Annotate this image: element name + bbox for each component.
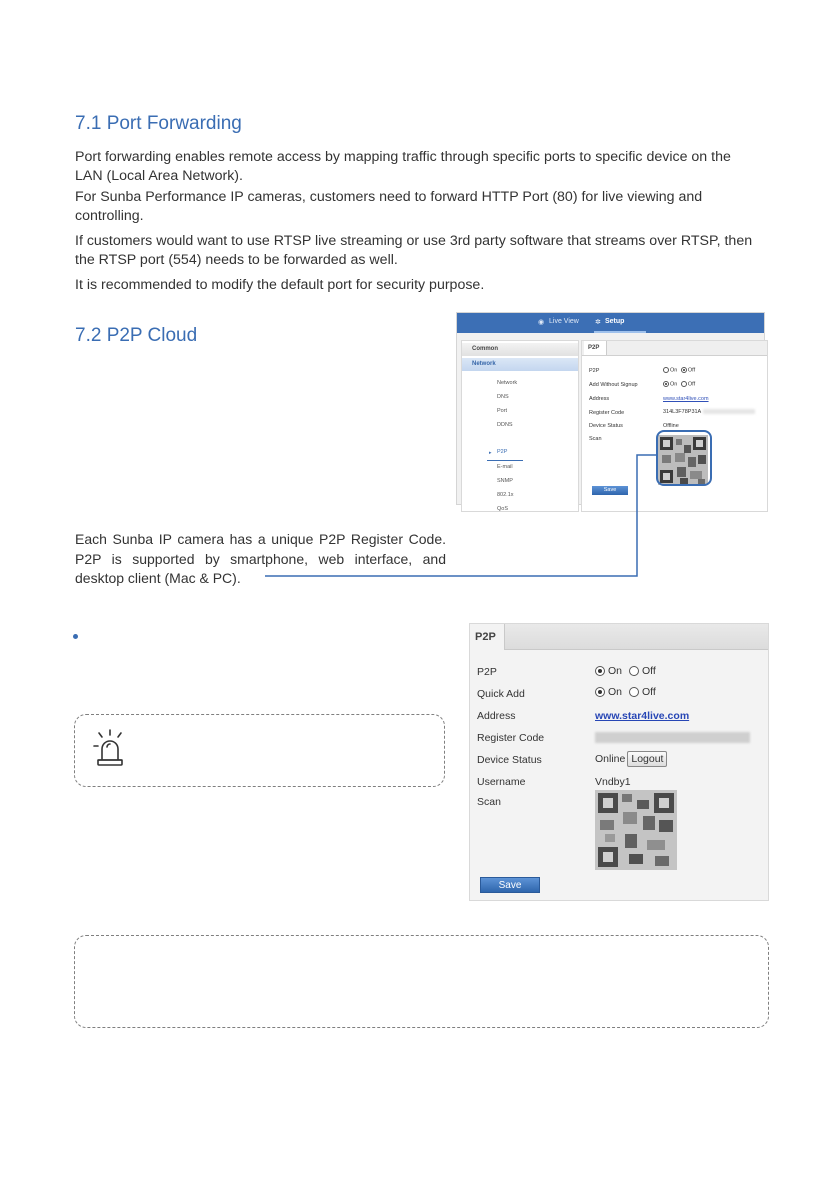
sidebar-group-common[interactable]: Common [462, 343, 578, 356]
sidebar-group-network[interactable]: Network [462, 358, 578, 371]
quick-add-off-radio[interactable] [629, 687, 639, 697]
address-link-large[interactable]: www.star4live.com [595, 710, 690, 722]
scan-label: Scan [589, 436, 602, 442]
sidebar-item-dns[interactable]: DNS [497, 394, 509, 400]
p2p-on-label: On [670, 367, 678, 374]
device-status-text-large: Online [595, 753, 626, 765]
p2p-toggle-large [595, 665, 656, 677]
qr-code-large-graphic [595, 790, 677, 870]
sidebar-item-email[interactable]: E-mail [497, 464, 513, 470]
sidebar-item-8021x[interactable]: 802.1x [497, 492, 514, 498]
register-code-label-large: Register Code [477, 732, 545, 744]
scan-label-large: Scan [477, 796, 501, 808]
p2p-on-label-large: On [608, 665, 623, 677]
live-view-tab[interactable]: Live View [549, 318, 579, 325]
sidebar-item-network[interactable]: Network [497, 380, 518, 386]
quick-add-off-label: Off [641, 686, 656, 698]
register-code-text: 314L3F78P31A [663, 409, 702, 415]
register-code-label: Register Code [589, 410, 625, 416]
p2p-off-label-large: Off [641, 665, 656, 677]
p2p-off-label: Off [687, 367, 696, 374]
username-value: Vndby1 [595, 776, 631, 788]
save-button-small[interactable]: Save [592, 486, 628, 495]
quick-add-label: Quick Add [477, 688, 525, 700]
device-status-value: Offline [663, 423, 679, 429]
setup-tab[interactable]: Setup [605, 318, 625, 325]
save-button-large[interactable]: Save [480, 877, 540, 893]
sidebar-item-p2p[interactable]: P2P [497, 449, 508, 455]
paragraph-port-forwarding-intro: Port forwarding enables remote access by mapping traffic through specific ports to specific device on the LAN (Local Area Network). [75, 149, 731, 184]
p2p-off-radio-large[interactable] [629, 666, 639, 676]
address-link[interactable]: www.star4live.com [663, 396, 709, 402]
address-label: Address [589, 396, 610, 402]
bullet-dot [73, 634, 78, 639]
address-label-large: Address [477, 710, 516, 722]
quick-add-on-radio[interactable] [595, 687, 605, 697]
bottom-note-box [74, 935, 769, 1028]
sidebar-item-ddns[interactable]: DDNS [497, 422, 513, 428]
section-heading-port-forwarding: 7.1 Port Forwarding [75, 113, 242, 134]
p2p-label-large: P2P [477, 666, 497, 678]
device-status-label: Device Status [589, 423, 623, 429]
add-without-signup-label: Add Without Signup [589, 382, 638, 388]
live-view-icon: ◉ [538, 319, 545, 326]
panel-tab-bar-large [470, 624, 768, 650]
p2p-on-radio-large[interactable] [595, 666, 605, 676]
sidebar-item-port[interactable]: Port [497, 408, 508, 414]
add-off-label: Off [687, 381, 696, 388]
sidebar-item-snmp[interactable]: SNMP [497, 478, 513, 484]
paragraph-rtsp-port: If customers would want to use RTSP live streaming or use 3rd party software that streams over RTSP, then the RTSP port (554) needs to be forwarded as well. [75, 233, 753, 268]
gear-icon: ✲ [595, 319, 601, 326]
device-status-value-large [595, 751, 667, 767]
sidebar-item-qos[interactable]: QoS [497, 506, 509, 512]
tab-p2p[interactable]: P2P [584, 341, 607, 355]
device-status-label-large: Device Status [477, 754, 542, 766]
section-heading-p2p-cloud: 7.2 P2P Cloud [75, 325, 198, 346]
paragraph-security-note: It is recommended to modify the default port for security purpose. [75, 277, 485, 293]
add-on-label: On [670, 381, 678, 388]
active-item-marker: ▸ [489, 450, 492, 456]
p2p-settings-screenshot-large [469, 623, 769, 901]
qr-code-large [595, 790, 677, 870]
username-label: Username [477, 776, 526, 788]
logout-button[interactable]: Logout [627, 751, 667, 767]
p2p-label: P2P [589, 368, 600, 374]
alert-note-box [74, 714, 445, 787]
quick-add-on-label: On [608, 686, 623, 698]
register-code-redaction-large [595, 732, 750, 743]
tab-p2p-large[interactable]: P2P [470, 624, 505, 650]
alarm-siren-icon [92, 729, 128, 767]
p2p-register-code-caption: Each Sunba IP camera has a unique P2P Register Code. P2P is supported by smartphone, web interface, and desktop client (Mac & PC). [75, 531, 446, 586]
quick-add-toggle [595, 686, 656, 698]
paragraph-http-port: For Sunba Performance IP cameras, customers need to forward HTTP Port (80) for live viewing and controlling. [75, 189, 703, 224]
